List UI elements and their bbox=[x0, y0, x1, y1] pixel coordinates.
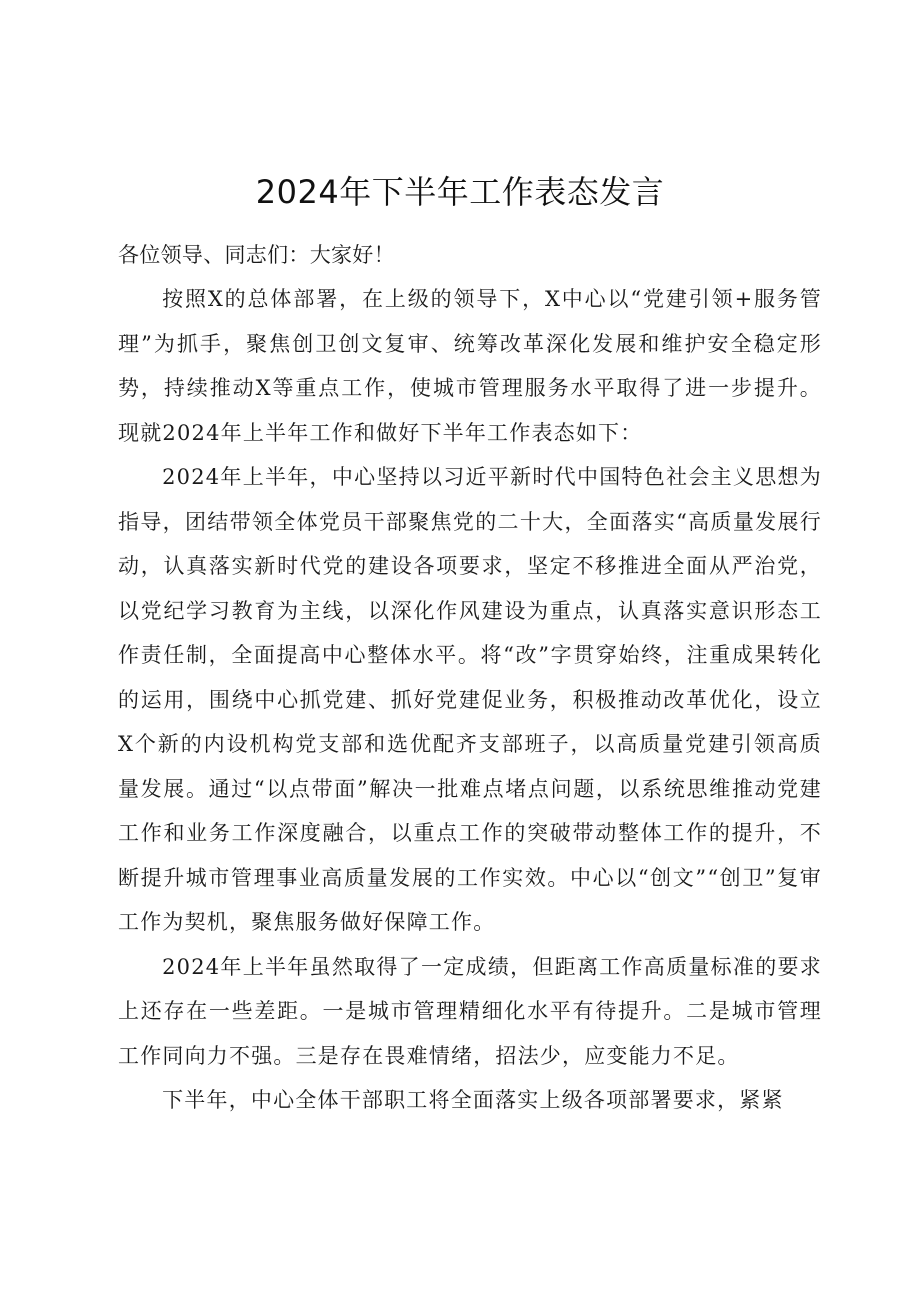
paragraph-shortcomings: 2024年上半年虽然取得了一定成绩，但距离工作高质量标准的要求上还存在一些差距。一是城市管理精细化水平有待提升。二是城市管理工作同向力不强。三是存在畏难情绪，招法少，应变能力不足。 bbox=[118, 954, 822, 1068]
greeting-line: 各位领导、同志们：大家好！ bbox=[118, 243, 395, 267]
document-body bbox=[118, 233, 822, 1123]
paragraph-intro: 按照X的总体部署，在上级的领导下，X中心以“党建引领+服务管理”为抓手，聚焦创卫创文复审、统筹改革深化发展和维护安全稳定形势，持续推动X等重点工作，使城市管理服务水平取得了进一步提升。现就2024年上半年工作和做好下半年工作表态如下： bbox=[118, 287, 822, 445]
paragraph-first-half-work: 2024年上半年，中心坚持以习近平新时代中国特色社会主义思想为指导，团结带领全体党员干部聚焦党的二十大，全面落实“高质量发展行动，认真落实新时代党的建设各项要求，坚定不移推进全面从严治党，以党纪学习教育为主线，以深化作风建设为重点，认真落实意识形态工作责任制，全面提高中心整体水平。将“改”字贯穿始终，注重成果转化的运用，围绕中心抓党建、抓好党建促业务，积极推动改革优化，设立X个新的内设机构党支部和选优配齐支部班子，以高质量党建引领高质量发展。通过“以点带面”解决一批难点堵点问题，以系统思维推动党建工作和业务工作深度融合，以重点工作的突破带动整体工作的提升，不断提升城市管理事业高质量发展的工作实效。中心以“创文”“创卫”复审工作为契机，聚焦服务做好保障工作。 bbox=[118, 465, 822, 934]
document-title: 2024年下半年工作表态发言 bbox=[255, 173, 665, 211]
paragraph-second-half: 下半年，中心全体干部职工将全面落实上级各项部署要求，紧紧 bbox=[162, 1088, 784, 1112]
